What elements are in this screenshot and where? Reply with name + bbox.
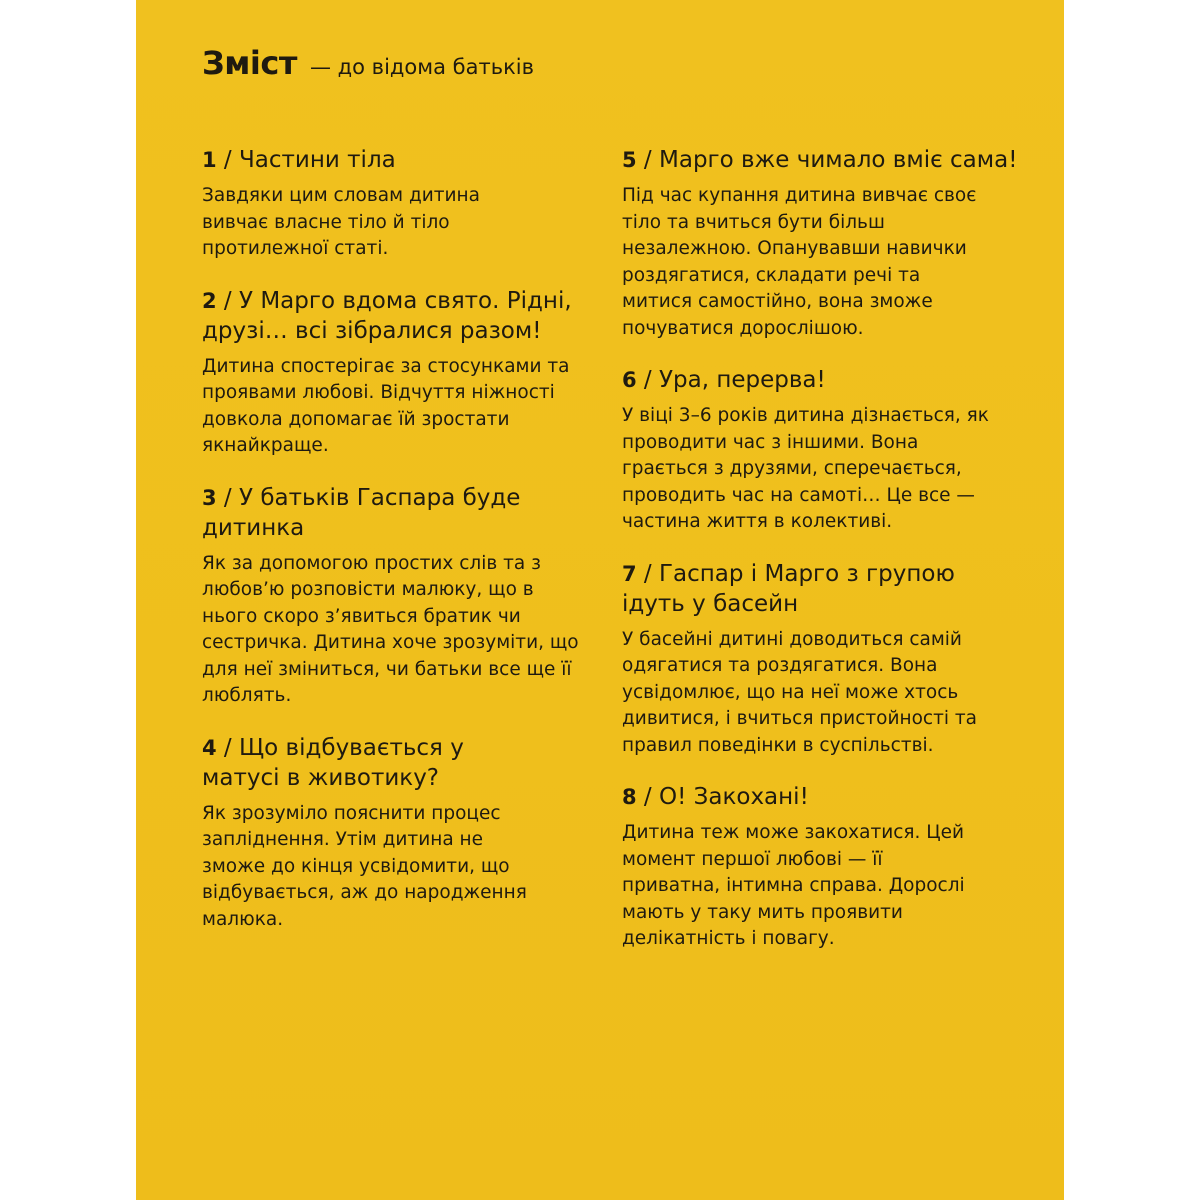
entry-heading <box>622 782 1018 812</box>
entry-separator: / <box>216 147 239 173</box>
entry-title: У Марго вдома свято. Рідні, друзі… всі зібралися разом! <box>202 287 572 344</box>
toc-entry-6 <box>622 365 1018 536</box>
entry-description: Дитина теж може закохатися. Цей момент першої любові — її приватна, інтимна справа. Дорослі мають у таку мить проявити делікатність і повагу. <box>622 822 965 949</box>
entry-heading <box>202 286 572 346</box>
entry-description: Дитина спостерігає за стосунками та проявами любові. Відчуття ніжності довкола допомагає їй зростати якнайкраще. <box>202 355 570 456</box>
entry-separator: / <box>216 287 239 314</box>
page-subtitle: — до відома батьків <box>309 55 534 79</box>
entry-title: Ура, перерва! <box>659 367 826 393</box>
entry-heading <box>202 145 602 175</box>
entry-heading <box>622 145 1018 175</box>
entry-heading <box>622 365 1018 395</box>
book-page <box>136 0 1064 1200</box>
toc-entry-4 <box>202 733 602 934</box>
entry-heading <box>202 483 582 543</box>
right-column <box>622 145 1018 976</box>
toc-entry-2 <box>202 286 602 460</box>
entry-number: 3 <box>202 485 217 510</box>
toc-entry-1 <box>202 145 602 263</box>
toc-entry-8 <box>622 782 1018 953</box>
entry-title: О! Закохані! <box>659 784 809 810</box>
entry-description: У басейні дитині доводиться самій одягатися та роздягатися. Вона усвідомлює, що на неї може хтось дивитися, і вчиться пристойності та правил поведінки в суспільстві. <box>622 628 977 756</box>
entry-number: 8 <box>622 785 637 809</box>
entry-separator: / <box>636 560 659 587</box>
entry-description: Завдяки цим словам дитина вивчає власне тіло й тіло протилежної статі. <box>202 185 480 259</box>
entry-description: У віці 3–6 років дитина дізнається, як проводити час з іншими. Вона грається з друзями, сперечається, проводить час на самоті… Це все — частина життя в колективі. <box>622 405 989 532</box>
entry-description: Під час купання дитина вивчає своє тіло та вчиться бути більш незалежною. Опанувавши навички роздягатися, складати речі та митися самостійно, вона зможе почуватися дорослішою. <box>622 185 977 339</box>
entry-number: 4 <box>202 735 217 760</box>
entry-heading <box>622 559 1018 619</box>
entry-number: 1 <box>202 148 217 172</box>
entry-heading <box>202 733 512 793</box>
page-title: Зміст <box>202 44 297 82</box>
entry-number: 7 <box>622 561 637 586</box>
entry-title: Гаспар і Марго з групою ідуть у басейн <box>622 560 955 617</box>
entry-separator: / <box>216 484 239 511</box>
left-column <box>202 145 602 956</box>
entry-description: Як зрозуміло пояснити процес запліднення. Утім дитина не зможе до кінця усвідомити, що відбувається, аж до народження малюка. <box>202 802 527 930</box>
entry-separator: / <box>216 734 239 761</box>
entry-number: 6 <box>622 368 637 392</box>
toc-entry-3 <box>202 483 602 710</box>
entry-title: У батьків Гаспара буде дитинка <box>202 484 521 541</box>
toc-entry-7 <box>622 559 1018 760</box>
entry-description: Як за допомогою простих слів та з любов’ю розповісти малюку, що в нього скоро з’явиться братик чи сестричка. Дитина хоче зрозуміти, що для неї зміниться, чи батьки все ще її люблять. <box>202 552 579 706</box>
page-header <box>202 44 534 82</box>
entry-number: 2 <box>202 288 217 313</box>
toc-entry-5 <box>622 145 1018 342</box>
entry-separator: / <box>636 367 659 393</box>
entry-number: 5 <box>622 148 637 172</box>
entry-title: Марго вже чимало вміє сама! <box>659 147 1018 173</box>
entry-separator: / <box>636 784 659 810</box>
entry-title: Що відбувається у матусі в животику? <box>202 734 464 791</box>
entry-separator: / <box>636 147 659 173</box>
entry-title: Частини тіла <box>239 147 396 173</box>
